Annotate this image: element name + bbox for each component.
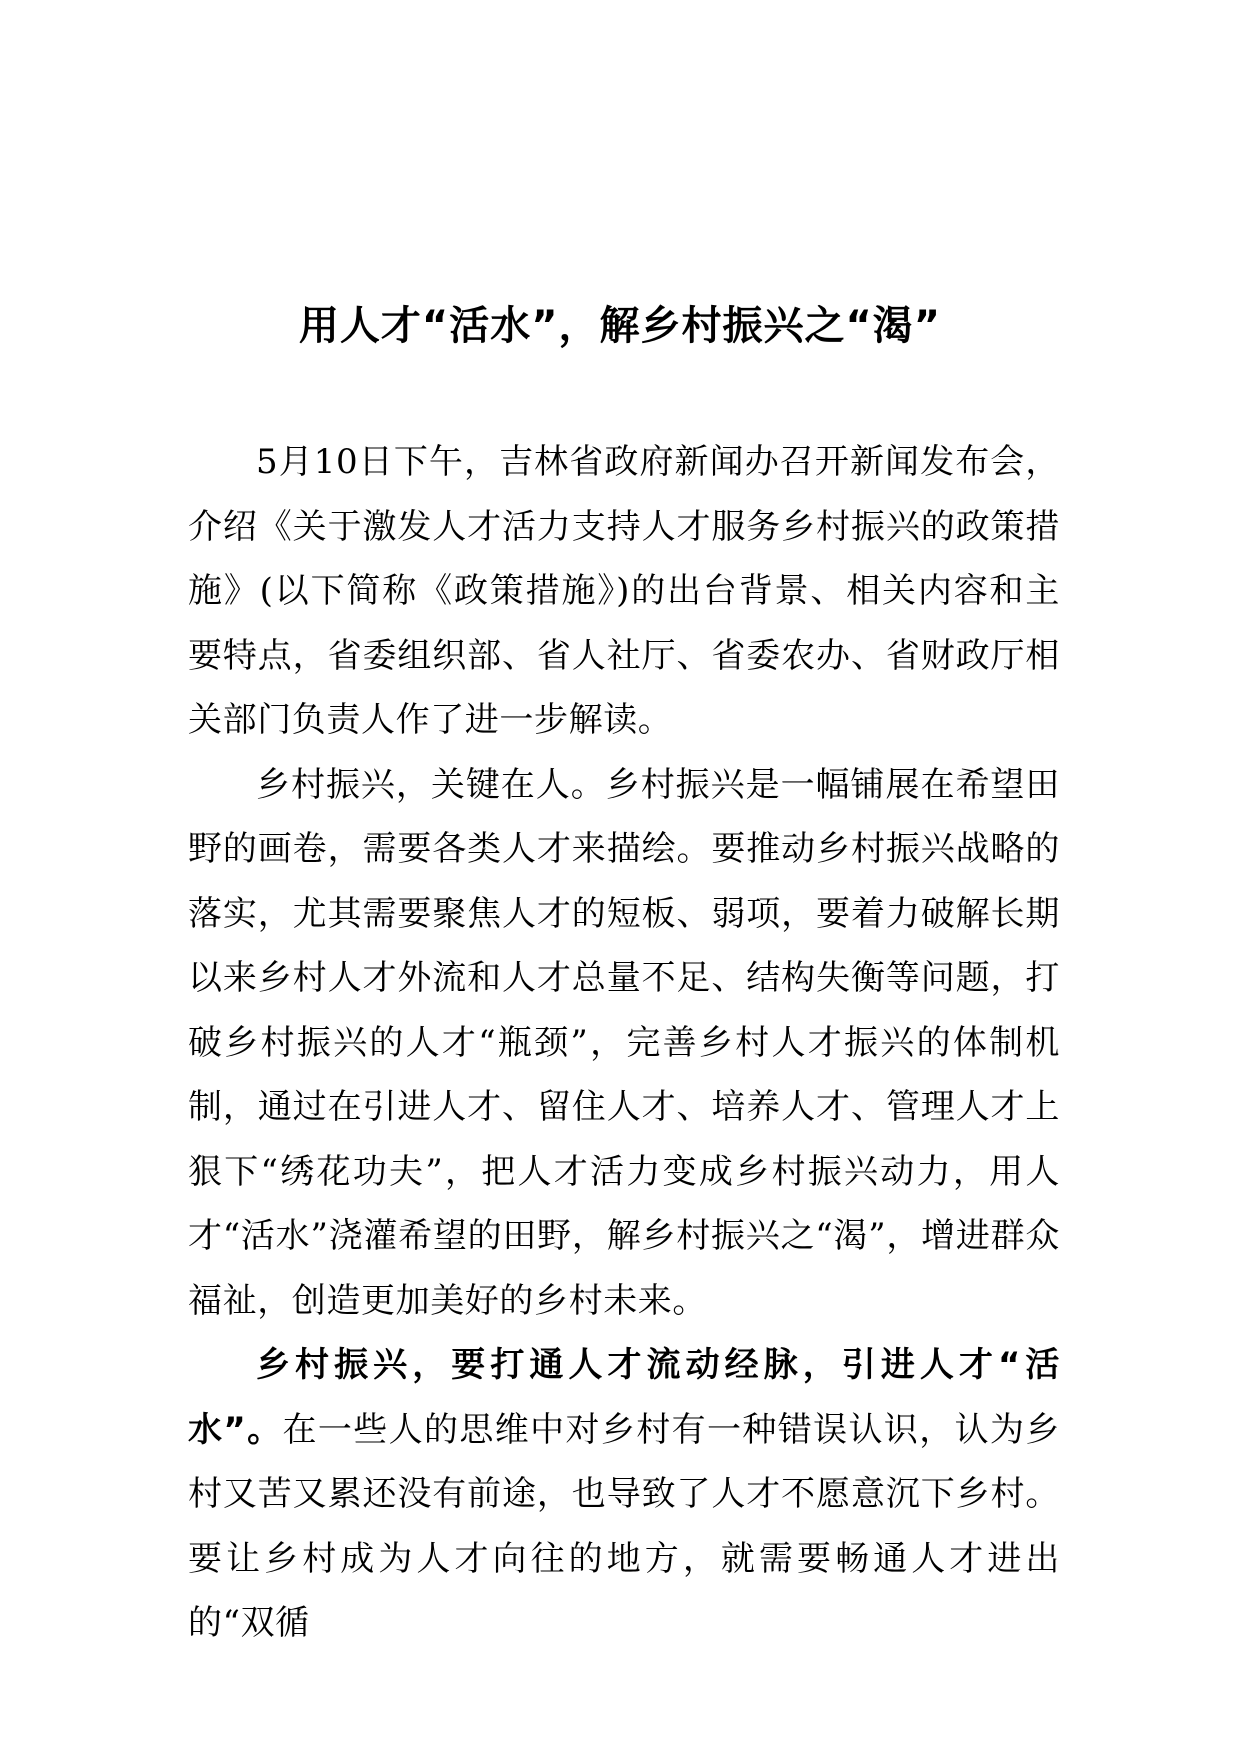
paragraph-press-conference [188, 430, 1060, 753]
paragraph-talent-key [188, 753, 1060, 1334]
document-title: 用人才“活水”，解乡村振兴之“渴” [298, 303, 942, 349]
paragraph-text: 乡村振兴，关键在人。乡村振兴是一幅铺展在希望田野的画卷，需要各类人才来描绘。要推动乡村振兴战略的落实，尤其需要聚焦人才的短板、弱项，要着力破解长期以来乡村人才外流和人才总量不足、结构失衡等问题，打破乡村振兴的人才“瓶颈”，完善乡村人才振兴的体制机制，通过在引进人才、留住人才、培养人才、管理人才上狠下“绣花功夫”，把人才活力变成乡村振兴动力，用人才“活水”浇灌希望的田野，解乡村振兴之“渴”，增进群众福祉，创造更加美好的乡村未来。 [188, 764, 1060, 1321]
document-body [188, 430, 1060, 1656]
paragraph-text: 在一些人的思维中对乡村有一种错误认识，认为乡村又苦又累还没有前途，也导致了人才不愿意沉下乡村。要让乡村成为人才向往的地方，就需要畅通人才进出的“双循 [188, 1409, 1060, 1643]
paragraph-talent-flow [188, 1333, 1060, 1656]
paragraph-text: 5月10日下午，吉林省政府新闻办召开新闻发布会，介绍《关于激发人才活力支持人才服务乡村振兴的政策措施》(以下简称《政策措施》)的出台背景、相关内容和主要特点，省委组织部、省人社厅、省委农办、省财政厅相关部门负责人作了进一步解读。 [188, 442, 1060, 740]
paragraph-lead-sentence: 乡村振兴，要打通人才流动经脉，引进人才“活水”。 [188, 1345, 1060, 1450]
